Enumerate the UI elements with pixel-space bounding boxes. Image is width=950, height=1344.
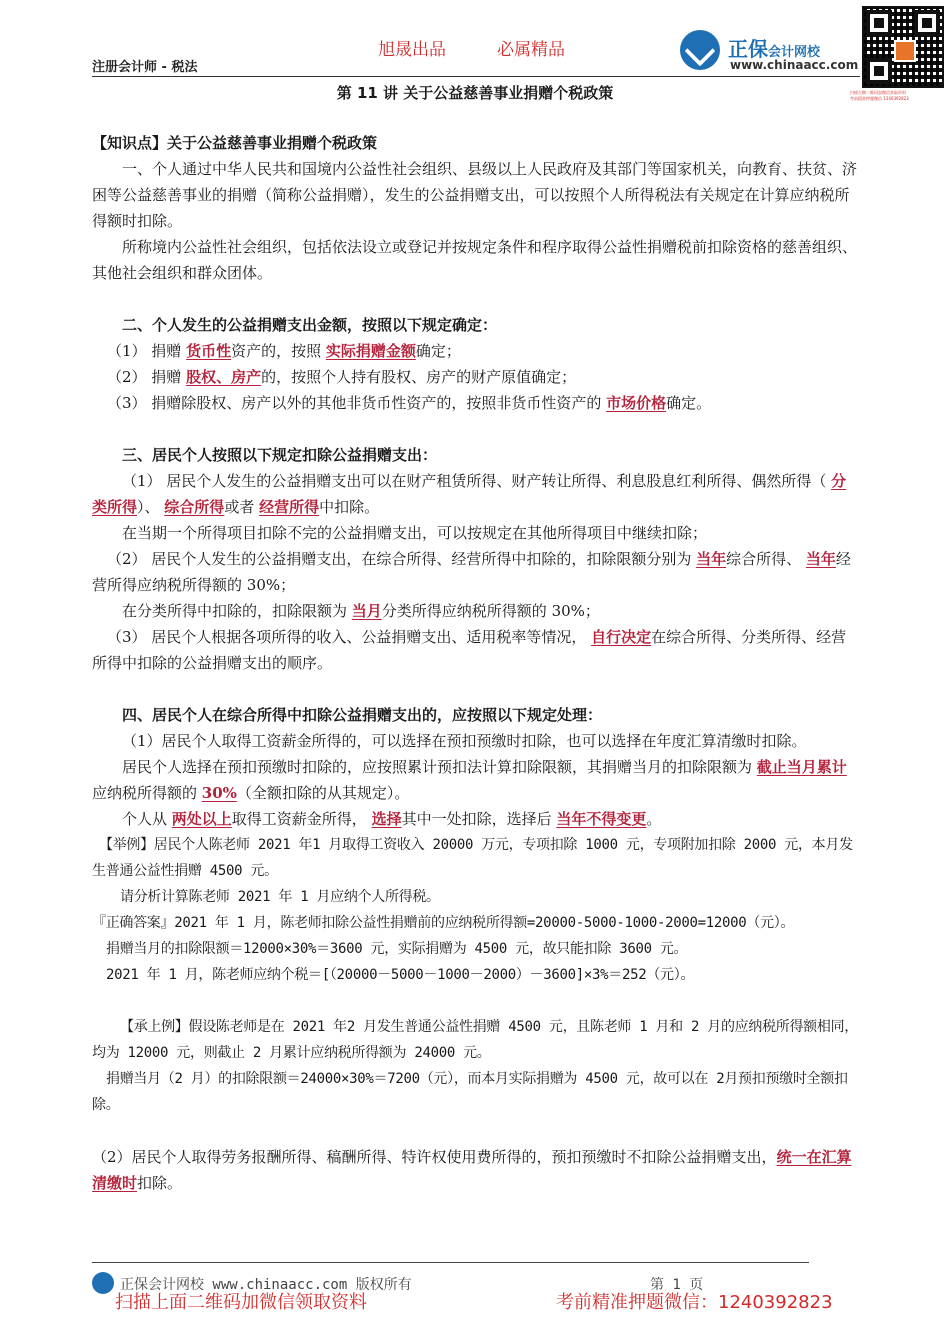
highlight-term: 市场价格 [606,394,667,412]
example-question: 请分析计算陈老师 2021 年 1 月应纳个人所得税。 [120,889,440,905]
promo-right: 必属精品 [497,40,565,60]
highlight-term: 30% [201,784,237,802]
sec3-p5: （3） 居民个人根据各项所得的收入、公益捐赠支出、适用税率等情况， 自行决定在综合所得、分类所得、经营所得中扣除的公益捐赠支出的顺序。 [92,628,847,672]
footer-promo-right: 考前精准押题微信：1240392823 [556,1292,833,1313]
highlight-term: 统一在汇算清缴时 [92,1148,852,1192]
qr-code-icon [862,6,944,88]
follow-up-example: 【承上例】假设陈老师是在 2021 年2 月发生普通公益性捐赠 4500 元，且陈老师 1 月和 2 月的应纳税所得额相同，均为 12000 元，则截止 2 月累计应纳税所得额为 24000 元。 [92,1019,858,1061]
highlight-term: 两处以上 [171,810,232,828]
sec4-p3: 个人从 两处以上取得工资薪金所得， 选择其中一处扣除，选择后 当年不得变更。 [122,810,662,828]
sec1-p2: 所称境内公益性社会组织，包括依法设立或登记并按规定条件和程序取得公益性捐赠税前扣除资格的慈善组织、其他社会组织和群众团体。 [92,238,858,282]
logo-url: www.chinaacc.com [730,58,859,72]
highlight-term: 自行决定 [591,628,652,646]
sec2-item-3: （3） 捐赠除股权、房产以外的其他非货币性资产的，按照非货币性资产的 市场价格确定。 [107,394,712,412]
follow-up-calc: 捐赠当月（2 月）的扣除限额＝24000×30%＝7200（元），而本月实际捐赠为 4500 元，故可以在 2月预扣预缴时全额扣除。 [92,1071,848,1113]
promo-left: 旭晟出品 [378,40,446,60]
highlight-term: 当年 [805,550,836,568]
sec4-p2: 居民个人选择在预扣预缴时扣除的，应按照累计预扣法计算扣除限额，其捐赠当月的扣除限额为 截止当月累计应纳税所得额的 30%（全额扣除的从其规定）。 [92,758,847,802]
highlight-term: 分类所得 [92,472,847,516]
sec2-item-1: （1） 捐赠 货币性资产的，按照 实际捐赠金额确定； [107,342,461,360]
sec4-heading: 四、居民个人在综合所得中扣除公益捐赠支出的，应按照以下规定处理： [122,706,603,724]
highlight-term: 综合所得 [164,498,225,516]
sec4-p1: （1）居民个人取得工资薪金所得的，可以选择在预扣预缴时扣除，也可以选择在年度汇算清缴时扣除。 [122,732,807,750]
footer-promo-left: 扫描上面二维码加微信领取资料 [115,1292,367,1313]
answer-line-1: 『正确答案』2021 年 1 月，陈老师扣除公益性捐赠前的应纳税所得额=20000-5000-1000-2000=12000（元）。 [92,915,795,931]
highlight-term: 实际捐赠金额 [325,342,416,360]
main-content [92,130,860,1196]
sec3-p4: 在分类所得中扣除的，扣除限额为 当月分类所得应纳税所得额的 30%； [122,602,600,620]
highlight-term: 股权、房产 [186,368,262,386]
highlight-term: 货币性 [186,342,232,360]
sec1-p1: 一、个人通过中华人民共和国境内公益性社会组织、县级以上人民政府及其部门等国家机关，向教育、扶贫、济困等公益慈善事业的捐赠（简称公益捐赠），发生的公益捐赠支出，可以按照个人所得税法有关规定在计算应纳税所得额时扣除。 [92,160,858,230]
doc-label: 注册会计师 - 税法 [92,60,198,75]
sec3-p2: 在当期一个所得项目扣除不完的公益捐赠支出，可以按规定在其他所得项目中继续扣除； [122,524,708,542]
highlight-term: 经营所得 [259,498,320,516]
highlight-term: 选择 [371,810,402,828]
page-number: 第 1 页 [650,1277,704,1293]
sec2-heading: 二、个人发生的公益捐赠支出金额，按照以下规定确定： [122,316,498,334]
section-heading: 【知识点】关于公益慈善事业捐赠个税政策 [92,134,378,152]
answer-line-3: 2021 年 1 月，陈老师应纳个税＝[（20000－5000－1000－2000）－3600]×3%＝252（元）。 [106,967,695,983]
footer-logo-icon [92,1272,114,1294]
logo-sub: 会计网校 [768,45,821,60]
highlight-term: 当年 [696,550,727,568]
sec4-p4: （2）居民个人取得劳务报酬所得、稿酬所得、特许权使用费所得的，预扣预缴时不扣除公益捐赠支出，统一在汇算清缴时扣除。 [92,1148,852,1192]
page-title: 第 11 讲 关于公益慈善事业捐赠个税政策 [336,84,614,102]
sec3-heading: 三、居民个人按照以下规定扣除公益捐赠支出： [122,446,438,464]
highlight-term: 当月 [351,602,382,620]
highlight-term: 截止当月累计 [756,758,847,776]
logo-icon [680,30,720,70]
example-text: 【举例】居民个人陈老师 2021 年1 月取得工资收入 20000 万元，专项扣除 1000 元，专项附加扣除 2000 元，本月发生普通公益性捐赠 4500 元。 [92,837,853,879]
footer-copyright: 正保会计网校 www.chinaacc.com 版权所有 [120,1277,412,1293]
qr-caption: 扫描左侧二维码加微信获取资料 考前精准押题微信 1240392823 [850,90,909,101]
highlight-term: 当年不得变更 [556,810,647,828]
answer-line-2: 捐赠当月的扣除限额＝12000×30%＝3600 元，实际捐赠为 4500 元，故只能扣除 3600 元。 [106,941,688,957]
sec3-p1: （1） 居民个人发生的公益捐赠支出可以在财产租赁所得、财产转让所得、利息股息红利所得、偶然所得（ 分类所得）、 综合所得或者 经营所得中扣除。 [92,472,847,516]
header-divider [92,76,860,77]
logo-main: 正保会计网校 [728,37,821,61]
footer-divider [92,1262,809,1263]
sec2-item-2: （2） 捐赠 股权、房产的，按照个人持有股权、房产的财产原值确定； [107,368,577,386]
sec3-p3: （2） 居民个人发生的公益捐赠支出，在综合所得、经营所得中扣除的，扣除限额分别为 当年综合所得、 当年经营所得应纳税所得额的 30%； [92,550,851,594]
